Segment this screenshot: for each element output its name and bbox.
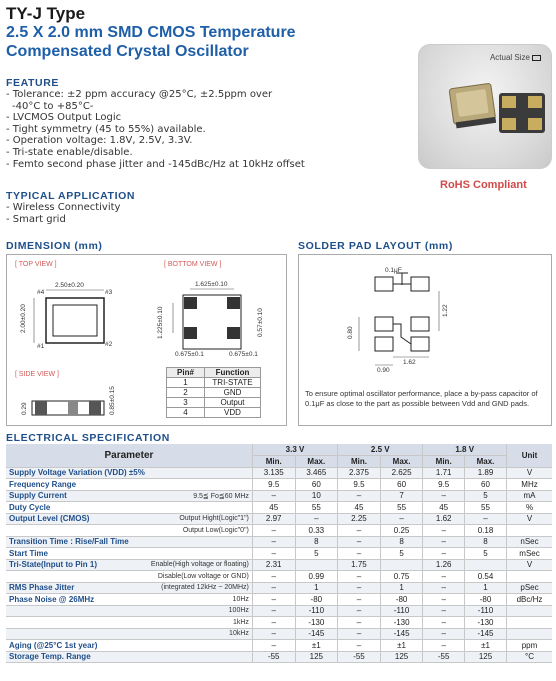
voltage-header: 3.3 V [252, 444, 337, 456]
value-cell: 1 [464, 582, 506, 594]
value-cell: 1 [295, 582, 338, 594]
value-cell: – [423, 571, 465, 583]
feature-item: - Tolerance: ±2 ppm accuracy @25°C, ±2.5ppm over [6, 89, 273, 100]
value-cell: 5 [464, 490, 506, 502]
side-height-2: 0.85±0.15 [109, 386, 116, 415]
unit-cell [507, 605, 552, 617]
value-cell: – [423, 582, 465, 594]
value-cell: – [423, 536, 465, 548]
value-cell: 0.54 [464, 571, 506, 583]
unit-cell: mSec [507, 548, 552, 560]
param-cell: Duty Cycle [6, 502, 148, 514]
value-cell: – [295, 513, 338, 525]
value-cell: – [338, 640, 381, 652]
value-cell: 5 [295, 548, 338, 560]
param-cell: Supply Voltage Variation (VDD) ±5% [6, 467, 148, 479]
value-cell: 60 [464, 479, 506, 491]
feature-list [6, 89, 305, 170]
function-cell: GND [205, 388, 261, 398]
unit-cell: V [507, 467, 552, 479]
side-view-label: [ SIDE VIEW ] [15, 371, 59, 378]
spec-heading: ELECTRICAL SPECIFICATION [6, 432, 170, 444]
value-cell [464, 559, 506, 571]
table-row [6, 571, 552, 583]
value-cell: – [252, 617, 295, 629]
top-view-label: [ TOP VIEW ] [15, 261, 57, 268]
value-cell: 2.25 [338, 513, 381, 525]
param-cell [6, 571, 148, 583]
param-sub-cell: Output Low(Logic"0") [148, 525, 253, 537]
value-cell: – [423, 490, 465, 502]
table-row [6, 548, 552, 560]
value-cell: – [423, 594, 465, 606]
value-cell: 55 [295, 502, 338, 514]
value-cell: 125 [380, 651, 423, 663]
value-cell: – [423, 525, 465, 537]
crystal-photo-icon [419, 45, 552, 169]
value-cell: 125 [464, 651, 506, 663]
application-item: - Smart grid [6, 213, 66, 225]
value-cell: – [252, 582, 295, 594]
value-cell: – [338, 525, 381, 537]
table-row [6, 502, 552, 514]
unit-cell: pSec [507, 582, 552, 594]
application-list [6, 202, 120, 225]
table-row [6, 525, 552, 537]
value-cell: -110 [464, 605, 506, 617]
param-sub-cell: 9.5≦ Fo≦60 MHz [148, 490, 253, 502]
cap-label: 0.1μF [385, 267, 402, 274]
value-cell: 3.135 [252, 467, 295, 479]
value-cell: -55 [338, 651, 381, 663]
param-sub-cell: (integrated 12kHz ~ 20MHz) [148, 582, 253, 594]
table-row [167, 378, 261, 388]
rohs-badge: RoHS Compliant [440, 179, 527, 191]
value-cell: -55 [252, 651, 295, 663]
value-cell: – [338, 594, 381, 606]
value-cell: 2.97 [252, 513, 295, 525]
table-row [6, 490, 552, 502]
value-cell: 9.5 [338, 479, 381, 491]
value-cell: 0.75 [380, 571, 423, 583]
function-cell: VDD [205, 408, 261, 418]
value-cell: -145 [464, 628, 506, 640]
table-row [167, 398, 261, 408]
value-cell: -80 [380, 594, 423, 606]
value-cell: 9.5 [423, 479, 465, 491]
value-cell: – [423, 617, 465, 629]
title-line-2 [6, 23, 296, 61]
param-sub-cell [148, 548, 253, 560]
unit-cell: ppm [507, 640, 552, 652]
param-cell: RMS Phase Jitter [6, 582, 148, 594]
param-cell [6, 617, 148, 629]
table-row [6, 536, 552, 548]
dim-width: 2.50±0.20 [55, 282, 84, 289]
title-subtitle-2: Compensated Crystal Oscillator [6, 43, 249, 60]
param-sub-cell: Disable(Low voltage or GND) [148, 571, 253, 583]
value-cell: 8 [380, 536, 423, 548]
application-heading: TYPICAL APPLICATION [6, 190, 136, 202]
value-cell: 125 [295, 651, 338, 663]
value-cell: 60 [380, 479, 423, 491]
param-sub-cell: 10Hz [148, 594, 253, 606]
table-row [6, 513, 552, 525]
pin3-label: #3 [105, 289, 113, 296]
param-cell: Frequency Range [6, 479, 148, 491]
unit-cell [507, 571, 552, 583]
application-item: - Wireless Connectivity [6, 202, 121, 213]
min-header: Min. [423, 456, 465, 468]
unit-cell [507, 525, 552, 537]
param-cell: Output Level (CMOS) [6, 513, 148, 525]
value-cell: 55 [380, 502, 423, 514]
dim-height: 2.00±0.20 [20, 304, 27, 333]
value-cell: 8 [295, 536, 338, 548]
value-cell: -80 [464, 594, 506, 606]
pad-width: 1.625±0.10 [195, 281, 228, 288]
param-cell: Supply Current [6, 490, 148, 502]
value-cell: – [252, 594, 295, 606]
value-cell: – [423, 640, 465, 652]
table-row [6, 640, 552, 652]
value-cell: – [252, 640, 295, 652]
param-cell: Transition Time : Rise/Fall Time [6, 536, 148, 548]
bottom-view-label: [ BOTTOM VIEW ] [164, 261, 222, 268]
value-cell: – [338, 582, 381, 594]
value-cell: 1.26 [423, 559, 465, 571]
param-cell [6, 525, 148, 537]
value-cell: -145 [295, 628, 338, 640]
value-cell: 45 [423, 502, 465, 514]
value-cell: 45 [338, 502, 381, 514]
param-sub-cell: Enable(High voltage or floating) [148, 559, 253, 571]
table-row [6, 605, 552, 617]
unit-cell: mA [507, 490, 552, 502]
value-cell [380, 559, 423, 571]
value-cell: 1 [380, 582, 423, 594]
value-cell: 9.5 [252, 479, 295, 491]
value-cell: – [338, 490, 381, 502]
value-cell: 60 [295, 479, 338, 491]
unit-cell: dBc/Hz [507, 594, 552, 606]
pin1-label: #1 [37, 343, 45, 350]
value-cell: 10 [295, 490, 338, 502]
unit-cell: °C [507, 651, 552, 663]
value-cell: – [252, 548, 295, 560]
product-photo [418, 44, 552, 169]
value-cell: – [464, 513, 506, 525]
pin-cell: 4 [167, 408, 205, 418]
feature-heading: FEATURE [6, 77, 60, 89]
value-cell: – [252, 490, 295, 502]
value-cell: 2.31 [252, 559, 295, 571]
param-cell: Aging (@25°C 1st year) [6, 640, 148, 652]
value-cell: -130 [464, 617, 506, 629]
value-cell: 0.99 [295, 571, 338, 583]
side-height-1: 0.29 [21, 402, 28, 415]
solder-d4: 0.90 [377, 367, 390, 374]
value-cell: 0.33 [295, 525, 338, 537]
value-cell: -80 [295, 594, 338, 606]
value-cell: ±1 [380, 640, 423, 652]
param-cell: Phase Noise @ 26MHz [6, 594, 148, 606]
param-sub-cell: 10kHz [148, 628, 253, 640]
value-cell: 1.71 [423, 467, 465, 479]
value-cell: -55 [423, 651, 465, 663]
value-cell: – [380, 513, 423, 525]
value-cell: 2.625 [380, 467, 423, 479]
dimension-heading: DIMENSION (mm) [6, 240, 103, 252]
pin2-label: #2 [105, 341, 113, 348]
max-header: Max. [295, 456, 338, 468]
unit-cell: MHz [507, 479, 552, 491]
function-cell: TRI-STATE [205, 378, 261, 388]
value-cell: – [252, 525, 295, 537]
table-row [6, 651, 552, 663]
table-row [6, 628, 552, 640]
value-cell: – [423, 628, 465, 640]
value-cell: – [252, 571, 295, 583]
table-row [6, 582, 552, 594]
table-row [167, 388, 261, 398]
unit-cell: V [507, 513, 552, 525]
value-cell: -145 [380, 628, 423, 640]
table-row [6, 479, 552, 491]
pin-header: Pin# [167, 368, 205, 378]
param-sub-cell [148, 502, 253, 514]
spec-table [6, 444, 552, 663]
feature-item: - LVCMOS Output Logic [6, 112, 122, 124]
title-line-1: TY-J Type [6, 4, 86, 23]
solder-d1: 0.80 [347, 326, 354, 339]
value-cell: ±1 [464, 640, 506, 652]
table-row [167, 408, 261, 418]
value-cell: 45 [252, 502, 295, 514]
value-cell: 5 [464, 548, 506, 560]
solder-note: To ensure optimal oscillator performance, place a by-pass capacitor of 0.1μF as close to the part as possible between Vdd and GND pads. [305, 389, 538, 408]
table-row [6, 594, 552, 606]
value-cell: 0.25 [380, 525, 423, 537]
value-cell: 1.62 [423, 513, 465, 525]
param-cell [6, 628, 148, 640]
value-cell: – [338, 628, 381, 640]
value-cell: 1.75 [338, 559, 381, 571]
max-header: Max. [380, 456, 423, 468]
param-sub-cell [148, 536, 253, 548]
max-header: Max. [464, 456, 506, 468]
unit-cell [507, 628, 552, 640]
pin4-label: #4 [37, 289, 45, 296]
value-cell: – [423, 548, 465, 560]
value-cell: – [252, 536, 295, 548]
param-header: Parameter [6, 444, 252, 467]
pin-cell: 3 [167, 398, 205, 408]
pin-table [166, 367, 261, 418]
value-cell: 0.18 [464, 525, 506, 537]
min-header: Min. [338, 456, 381, 468]
feature-item: - Tight symmetry (45 to 55%) available. [6, 123, 206, 135]
feature-item: - Tri-state enable/disable. [6, 146, 133, 158]
value-cell: -110 [380, 605, 423, 617]
value-cell: – [338, 536, 381, 548]
value-cell: – [338, 605, 381, 617]
pin-cell: 1 [167, 378, 205, 388]
pad-left: 0.675±0.1 [175, 351, 204, 358]
table-row [6, 467, 552, 479]
value-cell: – [338, 571, 381, 583]
value-cell: – [423, 605, 465, 617]
value-cell [295, 559, 338, 571]
voltage-header: 2.5 V [338, 444, 423, 456]
pad-small-height: 0.57±0.10 [257, 308, 264, 337]
spec-body [6, 467, 552, 663]
param-sub-cell: 100Hz [148, 605, 253, 617]
solder-panel [298, 254, 552, 426]
value-cell: – [338, 617, 381, 629]
param-cell: Start Time [6, 548, 148, 560]
value-cell: 5 [380, 548, 423, 560]
actual-size-text: Actual Size [489, 53, 530, 62]
min-header: Min. [252, 456, 295, 468]
param-sub-cell: Output Hight(Logic"1") [148, 513, 253, 525]
unit-header: Unit [507, 444, 552, 467]
value-cell: -130 [295, 617, 338, 629]
value-cell: 3.465 [295, 467, 338, 479]
feature-item: - Femto second phase jitter and -145dBc/Hz at 10kHz offset [6, 158, 305, 170]
param-sub-cell [148, 467, 253, 479]
param-sub-cell [148, 651, 253, 663]
value-cell: – [252, 605, 295, 617]
table-row [6, 559, 552, 571]
function-header: Function [205, 368, 261, 378]
param-sub-cell [148, 640, 253, 652]
value-cell: ±1 [295, 640, 338, 652]
value-cell: 55 [464, 502, 506, 514]
value-cell: – [252, 628, 295, 640]
function-cell: Output [205, 398, 261, 408]
value-cell: 8 [464, 536, 506, 548]
voltage-header: 1.8 V [423, 444, 507, 456]
param-sub-cell [148, 479, 253, 491]
param-sub-cell: 1kHz [148, 617, 253, 629]
value-cell: 1.89 [464, 467, 506, 479]
solder-heading: SOLDER PAD LAYOUT (mm) [298, 240, 453, 252]
value-cell: -130 [380, 617, 423, 629]
solder-d3: 1.62 [403, 359, 416, 366]
pad-height: 1.225±0.10 [157, 306, 164, 339]
value-cell: 2.375 [338, 467, 381, 479]
table-row [6, 617, 552, 629]
unit-cell: % [507, 502, 552, 514]
unit-cell: V [507, 559, 552, 571]
unit-cell [507, 617, 552, 629]
unit-cell: nSec [507, 536, 552, 548]
pad-right: 0.675±0.1 [229, 351, 258, 358]
value-cell: 7 [380, 490, 423, 502]
param-cell: Storage Temp. Range [6, 651, 148, 663]
feature-item: - Operation voltage: 1.8V, 2.5V, 3.3V. [6, 135, 193, 147]
value-cell: – [338, 548, 381, 560]
param-cell: Tri-State(Input to Pin 1) [6, 559, 148, 571]
param-cell [6, 605, 148, 617]
value-cell: -110 [295, 605, 338, 617]
solder-d2: 1.22 [442, 304, 449, 317]
pin-cell: 2 [167, 388, 205, 398]
title-subtitle-1: 2.5 X 2.0 mm SMD CMOS Temperature [6, 24, 296, 41]
feature-item: -40°C to +85°C- [12, 100, 94, 112]
